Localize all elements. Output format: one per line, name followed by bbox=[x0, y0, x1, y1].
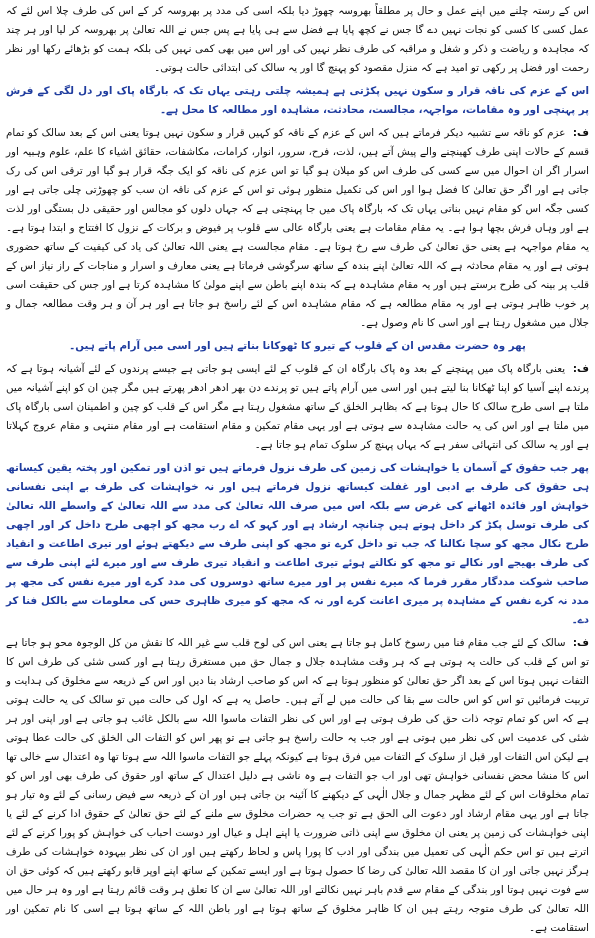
quote-text: اس کے عزم کی ناقہ قرار و سکون نہیں پکڑتی ہے ہمیشہ چلتی رہتی یہاں تک کہ بارگاہ پاک اور دل لگی کے فرش پر پہنچی اور وہ مقامات، مواجہہ، مجالست، محادثت، مشاہدہ اور مطالعہ کا محل ہے۔ bbox=[6, 85, 589, 116]
quote-heading bbox=[6, 459, 589, 630]
commentary-marker: ف: bbox=[572, 127, 589, 139]
commentary-marker: ف: bbox=[572, 363, 590, 375]
quote-heading bbox=[6, 337, 589, 356]
commentary-text: یعنی بارگاہ پاک میں پہنچنے کے بعد وہ پاک بارگاہ ان کے قلوب کے لئے ایسی ہو جاتی ہے جیسے پرندوں کے لئے آشیانہ ہوتا ہے کہ پرندے اپنے آسیا کو اپنا ٹھکانا بنا لیتے ہیں اور اسی میں آرام پاتے ہیں تو پرندے دن بھر ادھر ادھر پھرتے ہیں مگر چین ان کو اپنے آشیانہ میں ملتا ہے اسی طرح سالک کا حال ہوتا ہے کہ بظاہر الخلق کے ساتھ مشغول رہتا ہے مگر اس کے قلب کو چین و اطمینان اسی بارگاہ پاک میں ملتا ہے اور اس کی یہ حالت مشاہدہ سے ہوتی ہے اور یہی مقام تمکین و مقام استقامت ہے اور مقام منتہی و مقام عروج کہلاتا ہے اور یہ سالک کی انتہائی سفر ہے کہ یہاں پہنچ کر سلوک تمام ہو جاتا ہے۔ bbox=[6, 363, 589, 451]
quote-heading bbox=[6, 82, 589, 120]
paragraph-text: اس کے رستہ چلنے میں اپنے عمل و حال پر مطلقاً بھروسہ چھوڑ دیا بلکہ اسی کی مدد پر بھروسہ کر کے اس کی طرف چلا اس لئے کہ عمل کسی کا کسی کو نجات نہیں دے گا جس نے کچھ پایا ہے فضل سے ہی پایا ہے پس جس نے اللہ تعالیٰ پر بھروسہ کر لیا اور ہر چند کہ مجاہدہ و ریاضت و ذکر و شغل و مراقبہ کی طرف نظر نہیں کی اور اس میں بھی کمی نہیں کی بلکہ ہمت کو بڑھائے رکھا اور نظر رحمت اور فضل پر رکھی تو امید ہے کہ منزل مقصود کو پہنچ گا اور یہ سالک کی ابتدائی حالت ہوتی۔ bbox=[6, 5, 589, 74]
paragraph-intro bbox=[6, 2, 589, 78]
quote-text: پھر جب حقوق کے آسمان یا خواہشات کی زمین کی طرف نزول فرماتے ہیں تو اذن اور تمکین اور پختہ یقین کیساتھ ہی حقوق کی طرف بے ادبی اور غفلت کیساتھ نزول فرماتے ہیں اور نہ خواہشات کی طرف بے اپنی نفسانی خواہش اور فائدہ اٹھانے کی غرض سے بلکہ اس میں صرف اللہ تعالیٰ کی مدد سے اللہ تعالیٰ کے واسطے اللہ تعالیٰ کی طرف توسل پکڑ کر داخل ہوتے ہیں چنانچہ ارشاد ہے اور کہو کہ اے رب مجھ کو اچھی طرح داخل کر اور اچھی طرح نکال مجھ کو سچا نکالنا کہ جب تو داخل کرے تو مجھ کو اپنی طرف سے دیکھتے ہوئے اور تیری اطاعت و انقیاد کی طرف بھیجے اور نکالے تو مجھ کو نکالتے ہوئے تیری اطاعت و انقیاد تیری طرف سے اور میرے لئے اپنی طرف سے صاحب شوکت مددگار مقرر فرما کہ میرے نفس پر اور میرے ساتھ دوسروں کی مدد کرے اور میرے نفس کی مجھ پر مدد نہ کرے نفس کے مشاہدہ پر میری اعانت کرے اور نہ کہ مجھ کو میری ظاہری حس کی معلومات سے بالکل فنا کر دے۔ bbox=[6, 462, 589, 626]
quote-text: پھر وہ حضرت مقدس ان کے قلوب کے تیرو کا ٹھوکانا بناتے ہیں اور اسی میں آرام پاتے ہیں۔ bbox=[69, 340, 526, 352]
commentary-paragraph bbox=[6, 124, 589, 333]
commentary-paragraph bbox=[6, 634, 589, 938]
document-page bbox=[6, 0, 590, 934]
commentary-marker: ف: bbox=[572, 637, 589, 649]
commentary-paragraph bbox=[6, 360, 589, 455]
commentary-text: سالک کے لئے جب مقام فنا میں رسوخ کامل ہو جاتا ہے یعنی اس کی لوح قلب سے غیر اللہ کا نقش من کل الوجوہ محو ہو جاتا ہے تو اس کے قلب کی حالت یہ ہوتی ہے کہ ہر وقت مشاہدہ جلال و جمال حق میں مستغرق رہتا ہے اور کسی شئی کی طرف اس کا التفات نہیں ہوتا اس کے بعد اگر حق تعالیٰ کو منظور ہوتا ہے کہ اس کو صاحب ارشاد بنا دیں اور اس کے ذریعہ سے مخلوق کی ہدایت و تربیت فرمائیں تو اس کو اس حالت سے بقا کی حالت میں لے آتے ہیں۔ حاصل یہ ہے کہ اول کی حالت میں تو سالک کی یہ حالت ہوتی ہے کہ اس کو تمام توجہ ذات حق کی طرف ہوتی ہے اور اس کی نظر التفات ماسوا اللہ سے بالکل غائب ہو جاتی ہے اور اپنی اور ہر شئی کی عدمیت اس کی نظر میں ہوتی ہے اور جب یہ حالت راسخ ہو جاتی ہے تو پھر اس کو التفات الی الخلق کی حالت عطا ہوتی ہے لیکن اس التفات اور قبل از سلوک کے التفات میں فرق ہوتا ہے کیونکہ پہلے جو التفات ماسوا اللہ سے ہوتا تھا وہ اعتدال سے خالی تھا اس کا منشا محض نفسانی خواہش تھی اور اب جو التفات ہے وہ ناشی ہے دلیل اعتدال کے ساتھ اور حقوق کی طرف بھی اور اس کو تمام مخلوقات اس کے لئے مظہر جمال و جلال الٰہی کے دیکھنے کا آئینہ بن جاتی ہیں اور ان کے ذریعہ سے فیض رسانی کے لئے وہ تیار ہو جاتا ہے اور یہی مقام ارشاد اور دعوت الی الحق ہے تو جب یہ حضرات مخلوق سے ملنے کے لئے حق تعالیٰ کے حقوق ادا کرنے کے لئے یا اپنی خواہشات کی زمین پر یعنی ان مخلوق سے اپنی ذاتی ضرورت یا اپنے اہل و عیال اور دوست احباب کی خواہش کو پورا کرنے کے لئے اترتے ہیں تو اس حکم الٰہی کی تعمیل میں بندگی اور ادب کا پورا پاس و لحاظ رکھتے ہیں اور ان کی نظر بیہودہ خواہشات کی طرف ہرگز نہیں جاتی اور ان کا مقصد اللہ تعالیٰ کی رضا کا حصول ہوتا ہے اور ایسے تمکین کے ساتھ اپنے اوپر قابو رکھتے ہیں کہ کوئی حق ان سے فوت نہیں ہوتا اور بندگی کے مقام سے قدم باہر نہیں نکالتے اور اللہ تعالیٰ سے ان کا تعلق ہر وقت قائم رہتا ہے اور وہ ہر حال میں اللہ تعالیٰ کی طرف متوجہ رہتے ہیں ان کا ظاہر مخلوق کے ساتھ ہوتا ہے اور باطن اللہ کے ساتھ ہوتا ہے اسی کا نام تمکین اور استقامت ہے۔ bbox=[6, 637, 589, 934]
commentary-text: عزم کو ناقہ سے تشبیہ دیکر فرماتے ہیں کہ اس کے عزم کے ناقہ کو کہیں قرار و سکون نہیں ہوتا یعنی اس کے بعد سالک کو تمام قسم کے حالات اپنی طرف کھینچنے والے پیش آتے ہیں، لذت، فرح، سرور، انوار، کرامات، مکاشفات، حقائق اشیاء کا علم، علوم وہبیہ اور اسرار اگر ان احوال میں سے کسی کی طرف اس کو میلان ہو گیا تو اس عزم کی ناقہ کو ایک جگہ قرار ہو گیا اور ترقی اس کی رک جاتی ہے اور اگر حق تعالیٰ کا فضل ہوا اور اس کی تکمیل منظور ہوئی تو اس کے عزم کی ناقہ ان سب کو چھوڑتی چلی جاتی ہے اور کسی جگہ اس کو مقام نہیں بناتی یہاں تک کہ بارگاہ پاک میں جا پہنچتی ہے کہ جہاں دلوں کو مجالس اور حقیقی دل بستگی اور لذت ہے اور وہاں فرش بچھا ہوا ہے۔ یہ مقام مقامات ہے یعنی بارگاہ عالی سے قلوب پر فیوض و برکات کے نزول کا افتتاح و ابتدا ہوتا ہے۔ یہ مقام مواجہہ ہے یعنی حق تعالیٰ کی طرف سے رخ ہوتا ہے۔ مقام مجالست ہے یعنی اللہ تعالیٰ کی یاد کی کیفیت کے ساتھ حضوری ہوتی ہے اور یہ مقام محادثہ ہے کہ اللہ تعالیٰ اپنے بندہ کے ساتھ سرگوشی فرماتا ہے یعنی معارف و اسرار و مناجات کے راز نیاز اس کے قلب پر بینہ کی طرح برستے ہیں اور یہ مقام مشاہدہ ہے کہ بندہ اپنے باطن سے اپنے مولیٰ کا مشاہدہ کرتا ہے اور جس کی حقیقت اسی پر خوب ظاہر ہوتی ہے اور یہ مقام مطالعہ ہے کہ مقام مشاہدہ اس کے لئے راسخ ہو جاتا ہے اور ہر آن و ہر وقت مطالعہ جمال و جلال میں مشغول رہتا ہے اور اسی کا نام وصول ہے۔ bbox=[6, 127, 589, 329]
